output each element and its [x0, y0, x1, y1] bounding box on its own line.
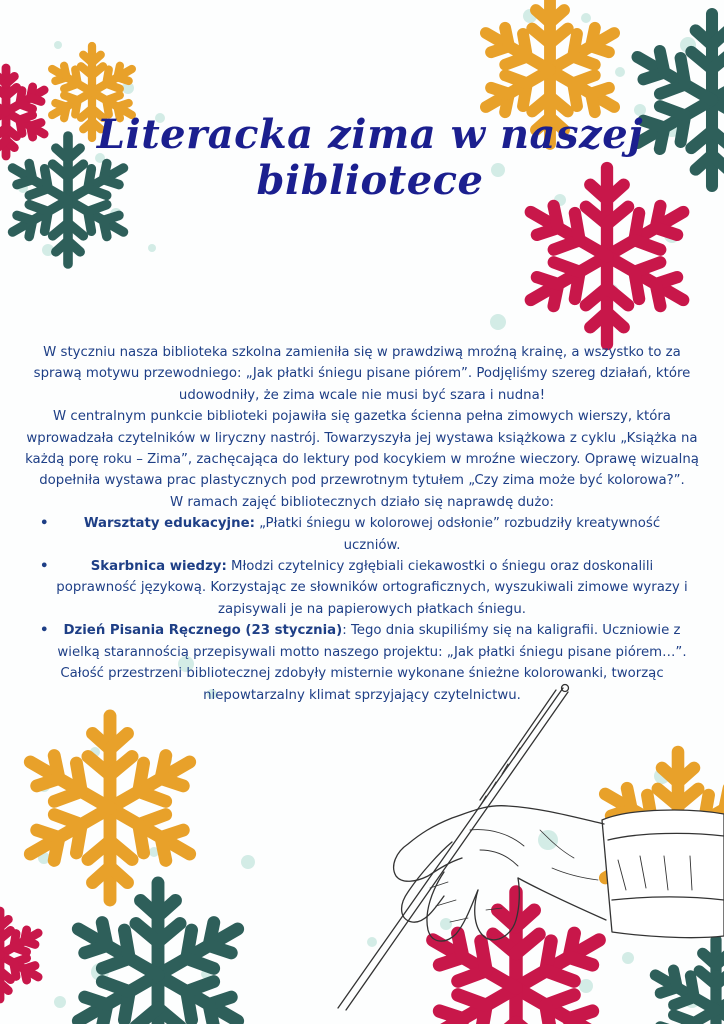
list-item-label: Dzień Pisania Ręcznego (23 stycznia)	[63, 623, 343, 639]
orange-snowflake-icon	[19, 716, 200, 900]
exhibition-paragraph: W centralnym punkcie biblioteki pojawiła się gazetka ścienna pełna zimowych wierszy, która wprowadzała czytelników w liryczny nastrój. Towarzyszyła jej wystawa książkowa z cyklu „Książka na każdą porę roku – Zima”, zachęcająca do lektury pod kocykiem w mroźne wieczory. Oprawę wizualną dopełniła wystawa prac plastycznych pod przewrotnym tytułem „Czy zima może być kolorowa?”.	[25, 409, 699, 489]
hand-quill-icon	[338, 685, 724, 1011]
list-item-label: Warsztaty edukacyjne:	[83, 516, 255, 532]
red-snowflake-icon	[421, 892, 610, 1024]
list-item-workshops	[20, 513, 704, 556]
title-line-1: Literacka zima w naszej	[96, 111, 644, 158]
list-item-handwriting-day	[20, 620, 704, 663]
teal-snowflake-icon	[647, 940, 724, 1024]
teal-snowflake-icon	[67, 883, 248, 1024]
closing-paragraph: Całość przestrzeni bibliotecznej zdobyły misternie wykonane śnieżne kolorowanki, tworząc niepowtarzalny klimat sprzyjający czytelnictwu.	[60, 666, 664, 703]
title-line-2: bibliotece	[256, 157, 484, 204]
intro-paragraph: W styczniu nasza biblioteka szkolna zamieniła się w prawdziwą mroźną krainę, a wszystko to za sprawą motywu przewodniego: „Jak płatki śniegu pisane piórem”. Podjęliśmy szereg działań, które udowodniły, że zima wcale nie musi być szara i nudna!	[33, 345, 691, 403]
list-item-text: Młodzi czytelnicy zgłębiali ciekawostki o śniegu oraz doskonalili poprawność językową. Korzystając ze słowników ortograficznych, wyszukiwali zimowe wyrazy i zapisywali je na papierowych płatkach śniegu.	[56, 559, 688, 617]
list-item-knowledge	[20, 556, 704, 620]
list-item-label: Skarbnica wiedzy:	[90, 559, 227, 575]
list-item-text: : Tego dnia skupiliśmy się na kaligrafii. Uczniowie z wielką starannością przepisywali motto naszego projektu: „Jak płatki śniegu pisane piórem…”.	[57, 623, 687, 660]
activities-intro: W ramach zajęć bibliotecznych działo się naprawdę dużo:	[170, 494, 554, 510]
red-snowflake-icon	[0, 911, 43, 999]
article-body	[20, 342, 704, 706]
page-title	[90, 112, 650, 204]
red-snowflake-icon	[0, 68, 49, 156]
activities-list	[20, 513, 704, 663]
list-item-text: „Płatki śniegu w kolorowej odsłonie” rozbudziły kreatywność uczniów.	[254, 516, 661, 553]
